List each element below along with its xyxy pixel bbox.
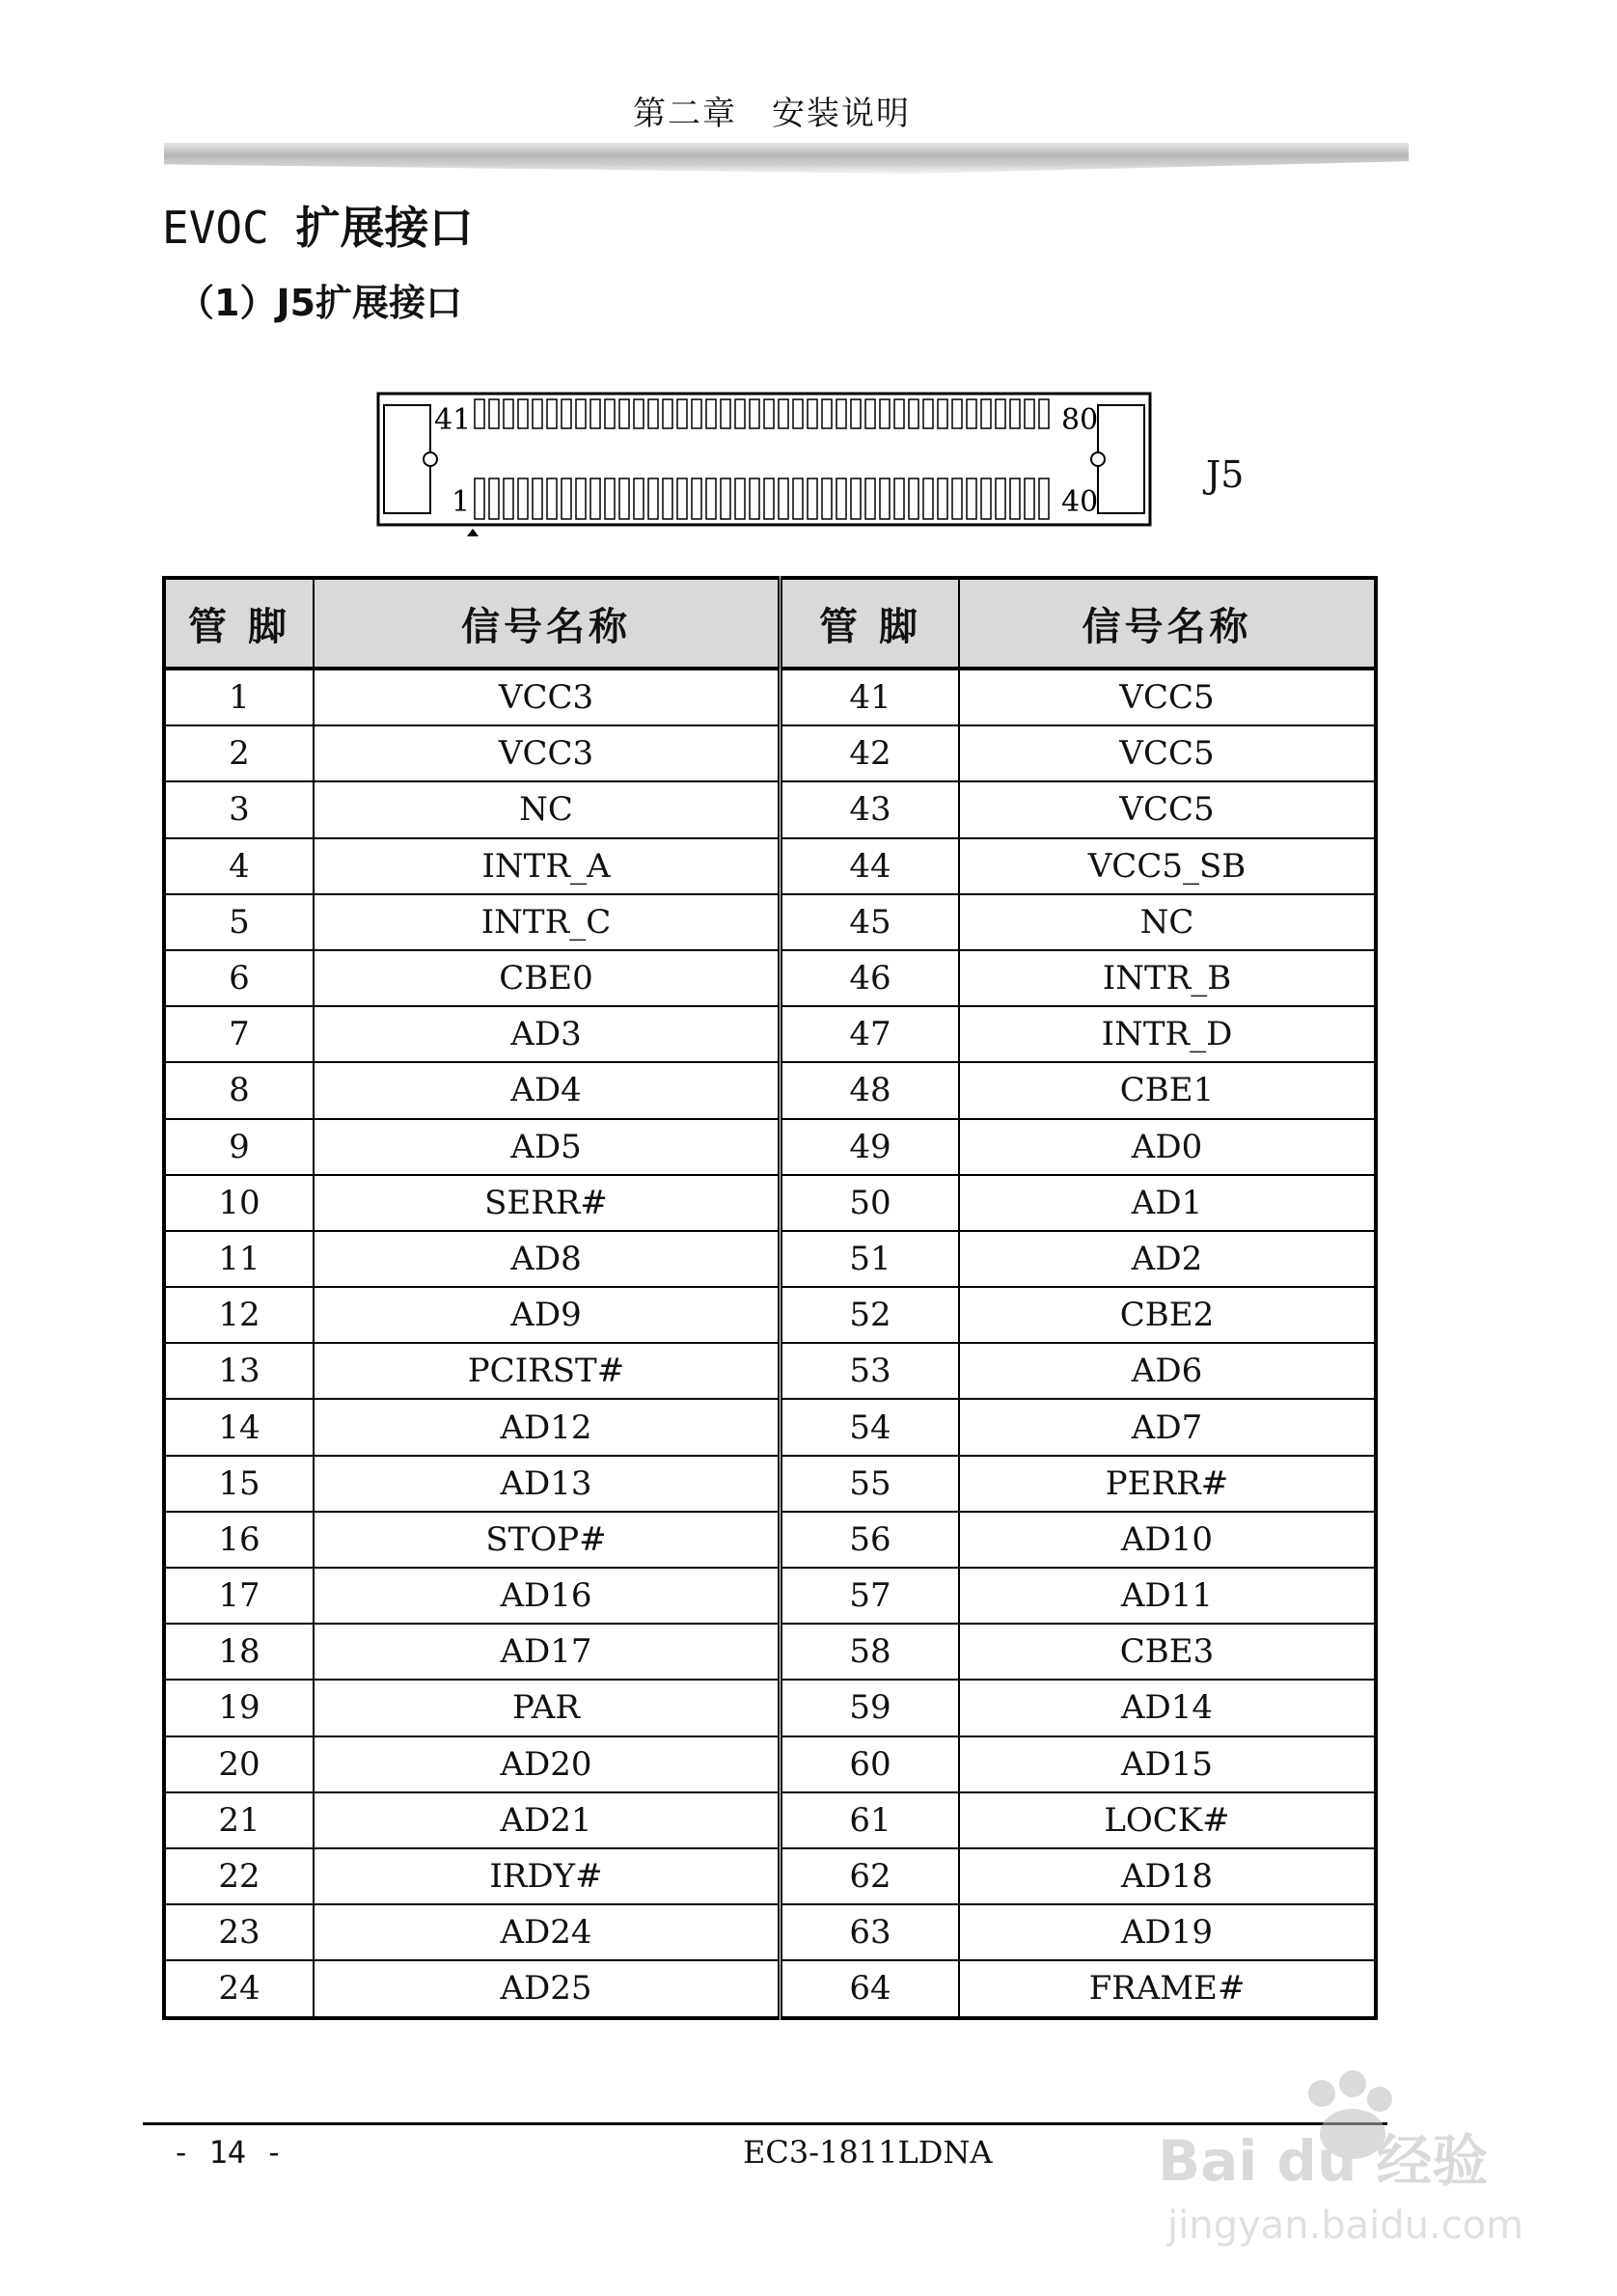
connector-pin-top: [533, 399, 542, 428]
signal-name-cell: IRDY#: [314, 1848, 781, 1904]
connector-pin-bottom: [590, 478, 600, 519]
connector-pin-bottom: [489, 478, 499, 519]
pin-number-cell: 1: [164, 669, 314, 725]
connector-pin-bottom: [851, 478, 861, 519]
connector-pin-top: [605, 399, 615, 428]
connector-pin-bottom: [822, 478, 832, 519]
pin-table: [162, 576, 1378, 2020]
connector-pin-bottom: [750, 478, 759, 519]
table-row: [164, 1960, 1376, 2017]
connector-pin-bottom: [706, 478, 716, 519]
subsection-title: （1）J5扩展接口: [178, 282, 463, 324]
pin-number-cell: 50: [781, 1175, 960, 1231]
signal-name-cell: AD1: [959, 1175, 1376, 1231]
j5-connector-diagram: [376, 386, 1158, 540]
signal-name-cell: AD9: [314, 1287, 781, 1343]
connector-pin-top: [894, 399, 904, 428]
signal-name-cell: CBE2: [959, 1287, 1376, 1343]
pin-number-cell: 64: [781, 1960, 960, 2017]
signal-name-cell: FRAME#: [959, 1960, 1376, 2017]
pin-number-cell: 21: [164, 1792, 314, 1848]
pin-number-cell: 63: [781, 1904, 960, 1960]
connector-label: J5: [1206, 453, 1245, 496]
pin-number-cell: 54: [781, 1399, 960, 1455]
page-number: - 14 -: [172, 2134, 284, 2171]
signal-name-cell: AD21: [314, 1792, 781, 1848]
pin-number-cell: 16: [164, 1512, 314, 1568]
pin-label-41: 41: [434, 403, 472, 437]
model-name: EC3-1811LDNA: [743, 2134, 993, 2171]
table-header-row: [164, 578, 1376, 669]
connector-pin-bottom: [793, 478, 803, 519]
signal-name-cell: AD16: [314, 1568, 781, 1624]
connector-pin-bottom: [996, 478, 1005, 519]
connector-pin-top: [981, 399, 991, 428]
pin-number-cell: 42: [781, 725, 960, 781]
connector-pin-top: [750, 399, 759, 428]
connector-pin-bottom: [677, 478, 687, 519]
signal-name-cell: AD11: [959, 1568, 1376, 1624]
table-row: [164, 950, 1376, 1006]
signal-name-cell: INTR_A: [314, 838, 781, 894]
connector-pin-top: [880, 399, 890, 428]
pin-number-cell: 7: [164, 1006, 314, 1062]
pin-number-cell: 57: [781, 1568, 960, 1624]
connector-pin-top: [1039, 399, 1049, 428]
connector-pin-bottom: [1039, 478, 1049, 519]
signal-name-cell: VCC3: [314, 725, 781, 781]
signal-name-cell: STOP#: [314, 1512, 781, 1568]
signal-name-cell: AD5: [314, 1119, 781, 1175]
pin-number-cell: 62: [781, 1848, 960, 1904]
pin-number-cell: 56: [781, 1512, 960, 1568]
header-pin-left: 管 脚: [164, 578, 314, 669]
pin-number-cell: 3: [164, 781, 314, 837]
connector-pin-top: [489, 399, 499, 428]
table-row: [164, 1512, 1376, 1568]
pin-number-cell: 58: [781, 1624, 960, 1680]
connector-pin-top: [836, 399, 846, 428]
pin-number-cell: 17: [164, 1568, 314, 1624]
pin-number-cell: 19: [164, 1680, 314, 1736]
connector-pin-top: [677, 399, 687, 428]
signal-name-cell: AD18: [959, 1848, 1376, 1904]
table-row: [164, 1119, 1376, 1175]
connector-pin-bottom: [605, 478, 615, 519]
section-title-latin: EVOC: [162, 202, 296, 254]
baidu-watermark: [1138, 2055, 1544, 2257]
signal-name-cell: AD0: [959, 1119, 1376, 1175]
pin1-marker: [467, 529, 479, 536]
connector-pin-bottom: [981, 478, 991, 519]
signal-name-cell: INTR_B: [959, 950, 1376, 1006]
signal-name-cell: NC: [314, 781, 781, 837]
connector-pin-top: [475, 399, 484, 428]
pin-number-cell: 2: [164, 725, 314, 781]
table-row: [164, 725, 1376, 781]
pin-number-cell: 20: [164, 1736, 314, 1792]
chapter-header: 第二章 安装说明: [633, 95, 911, 133]
header-rule: [164, 143, 1409, 174]
connector-pin-bottom: [504, 478, 513, 519]
header-signal-left: 信号名称: [314, 578, 781, 669]
pin-number-cell: 15: [164, 1456, 314, 1512]
signal-name-cell: LOCK#: [959, 1792, 1376, 1848]
table-row: [164, 1175, 1376, 1231]
pin-table-body: [164, 669, 1376, 2018]
table-row: [164, 1231, 1376, 1287]
pin-number-cell: 10: [164, 1175, 314, 1231]
watermark-brand: Bai du 经验: [1158, 2128, 1489, 2194]
signal-name-cell: AD14: [959, 1680, 1376, 1736]
connector-pin-top: [764, 399, 774, 428]
signal-name-cell: PCIRST#: [314, 1343, 781, 1399]
connector-pin-bottom: [533, 478, 542, 519]
signal-name-cell: AD13: [314, 1456, 781, 1512]
pin-number-cell: 5: [164, 894, 314, 950]
table-row: [164, 838, 1376, 894]
pin-number-cell: 24: [164, 1960, 314, 2017]
table-row: [164, 781, 1376, 837]
connector-pin-top: [779, 399, 788, 428]
connector-pin-top: [735, 399, 745, 428]
connector-pin-bottom: [779, 478, 788, 519]
signal-name-cell: VCC3: [314, 669, 781, 725]
connector-pin-bottom: [562, 478, 571, 519]
signal-name-cell: AD17: [314, 1624, 781, 1680]
connector-pin-bottom: [475, 478, 484, 519]
section-title: [162, 193, 473, 257]
table-row: [164, 1568, 1376, 1624]
signal-name-cell: CBE3: [959, 1624, 1376, 1680]
table-row: [164, 894, 1376, 950]
signal-name-cell: AD24: [314, 1904, 781, 1960]
pin-label-80: 80: [1061, 403, 1099, 437]
signal-name-cell: AD8: [314, 1231, 781, 1287]
signal-name-cell: AD4: [314, 1062, 781, 1118]
connector-pin-top: [923, 399, 933, 428]
table-row: [164, 1904, 1376, 1960]
connector-pin-bottom: [1010, 478, 1020, 519]
connector-pin-top: [938, 399, 947, 428]
connector-pin-bottom: [634, 478, 644, 519]
signal-name-cell: INTR_C: [314, 894, 781, 950]
pin-number-cell: 23: [164, 1904, 314, 1960]
signal-name-cell: AD19: [959, 1904, 1376, 1960]
connector-pin-bottom: [518, 478, 528, 519]
pin-number-cell: 59: [781, 1680, 960, 1736]
connector-pin-top: [996, 399, 1005, 428]
connector-pin-bottom: [547, 478, 557, 519]
signal-name-cell: PAR: [314, 1680, 781, 1736]
table-row: [164, 1848, 1376, 1904]
pin-number-cell: 55: [781, 1456, 960, 1512]
pin-number-cell: 53: [781, 1343, 960, 1399]
signal-name-cell: AD7: [959, 1399, 1376, 1455]
signal-name-cell: AD15: [959, 1736, 1376, 1792]
pin-number-cell: 60: [781, 1736, 960, 1792]
pin-number-cell: 12: [164, 1287, 314, 1343]
connector-pin-bottom: [865, 478, 875, 519]
pin-number-cell: 45: [781, 894, 960, 950]
signal-name-cell: VCC5: [959, 725, 1376, 781]
connector-pin-bottom: [952, 478, 962, 519]
connector-pin-top: [504, 399, 513, 428]
table-row: [164, 1399, 1376, 1455]
pin-number-cell: 8: [164, 1062, 314, 1118]
pin-number-cell: 47: [781, 1006, 960, 1062]
connector-pin-top: [967, 399, 976, 428]
table-row: [164, 1287, 1376, 1343]
table-row: [164, 1062, 1376, 1118]
pin-label-1: 1: [452, 485, 471, 519]
connector-pin-top: [547, 399, 557, 428]
pin-number-cell: 49: [781, 1119, 960, 1175]
connector-pin-bottom: [938, 478, 947, 519]
section-title-cn: 扩展接口: [295, 202, 474, 254]
connector-pin-top: [808, 399, 817, 428]
connector-pin-top: [865, 399, 875, 428]
connector-pin-top: [619, 399, 629, 428]
table-row: [164, 1736, 1376, 1792]
pin-number-cell: 61: [781, 1792, 960, 1848]
pin-number-cell: 14: [164, 1399, 314, 1455]
table-row: [164, 1792, 1376, 1848]
connector-pin-bottom: [967, 478, 976, 519]
connector-pin-top: [518, 399, 528, 428]
connector-pin-bottom: [909, 478, 918, 519]
table-row: [164, 1680, 1376, 1736]
signal-name-cell: VCC5: [959, 781, 1376, 837]
pin-number-cell: 52: [781, 1287, 960, 1343]
connector-pin-top: [851, 399, 861, 428]
table-row: [164, 669, 1376, 725]
connector-pin-top: [721, 399, 730, 428]
pin-number-cell: 22: [164, 1848, 314, 1904]
signal-name-cell: VCC5_SB: [959, 838, 1376, 894]
signal-name-cell: AD6: [959, 1343, 1376, 1399]
pin-number-cell: 11: [164, 1231, 314, 1287]
pin-number-cell: 51: [781, 1231, 960, 1287]
signal-name-cell: CBE0: [314, 950, 781, 1006]
pin-label-40: 40: [1061, 485, 1099, 519]
connector-pin-bottom: [880, 478, 890, 519]
connector-pin-top: [793, 399, 803, 428]
signal-name-cell: AD25: [314, 1960, 781, 2017]
pin-number-cell: 44: [781, 838, 960, 894]
signal-name-cell: NC: [959, 894, 1376, 950]
connector-pin-top: [822, 399, 832, 428]
signal-name-cell: AD2: [959, 1231, 1376, 1287]
pin-number-cell: 4: [164, 838, 314, 894]
connector-pin-top: [1010, 399, 1020, 428]
connector-pin-top: [1025, 399, 1034, 428]
connector-pin-bottom: [894, 478, 904, 519]
connector-pin-top: [952, 399, 962, 428]
connector-pin-bottom: [764, 478, 774, 519]
connector-pin-bottom: [648, 478, 658, 519]
connector-pin-bottom: [808, 478, 817, 519]
connector-pin-bottom: [923, 478, 933, 519]
table-row: [164, 1624, 1376, 1680]
connector-pin-top: [648, 399, 658, 428]
connector-pin-bottom: [692, 478, 701, 519]
connector-pin-bottom: [663, 478, 672, 519]
signal-name-cell: CBE1: [959, 1062, 1376, 1118]
signal-name-cell: AD3: [314, 1006, 781, 1062]
header-pin-right: 管 脚: [781, 578, 960, 669]
signal-name-cell: AD10: [959, 1512, 1376, 1568]
connector-pin-bottom: [735, 478, 745, 519]
table-row: [164, 1456, 1376, 1512]
table-row: [164, 1006, 1376, 1062]
signal-name-cell: AD20: [314, 1736, 781, 1792]
signal-name-cell: SERR#: [314, 1175, 781, 1231]
connector-pin-top: [909, 399, 918, 428]
signal-name-cell: INTR_D: [959, 1006, 1376, 1062]
pin-number-cell: 6: [164, 950, 314, 1006]
pin-number-cell: 18: [164, 1624, 314, 1680]
connector-pin-top: [562, 399, 571, 428]
connector-pin-bottom: [721, 478, 730, 519]
connector-pin-bottom: [1025, 478, 1034, 519]
pin-number-cell: 41: [781, 669, 960, 725]
signal-name-cell: VCC5: [959, 669, 1376, 725]
table-row: [164, 1343, 1376, 1399]
connector-pin-top: [706, 399, 716, 428]
header-signal-right: 信号名称: [959, 578, 1376, 669]
signal-name-cell: AD12: [314, 1399, 781, 1455]
pin-number-cell: 9: [164, 1119, 314, 1175]
pin-number-cell: 43: [781, 781, 960, 837]
pin-number-cell: 48: [781, 1062, 960, 1118]
connector-pin-top: [663, 399, 672, 428]
connector-pin-top: [590, 399, 600, 428]
pin-number-cell: 46: [781, 950, 960, 1006]
connector-pin-bottom: [619, 478, 629, 519]
connector-pin-top: [576, 399, 586, 428]
connector-pin-bottom: [836, 478, 846, 519]
connector-pin-bottom: [576, 478, 586, 519]
watermark-url: jingyan.baidu.com: [1167, 2203, 1524, 2248]
pin-number-cell: 13: [164, 1343, 314, 1399]
connector-pin-top: [692, 399, 701, 428]
connector-pin-top: [634, 399, 644, 428]
signal-name-cell: PERR#: [959, 1456, 1376, 1512]
